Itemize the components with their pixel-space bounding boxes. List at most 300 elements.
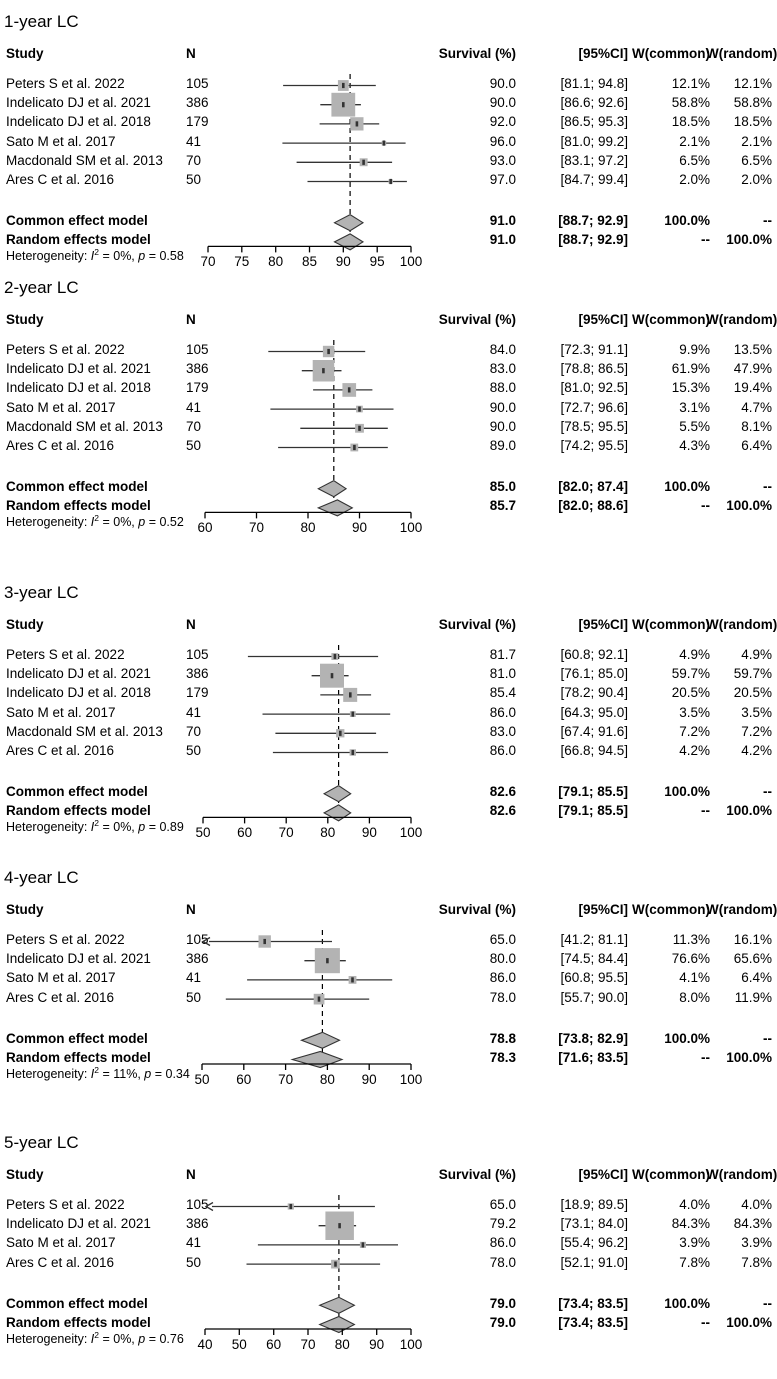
study-ci: [64.3; 95.0] — [560, 704, 628, 720]
study-survival: 86.0 — [489, 704, 516, 720]
x-axis — [202, 1064, 411, 1070]
random-wcommon: -- — [701, 803, 710, 819]
column-header-wcommon: W(common) — [632, 617, 710, 632]
common-wrandom: -- — [763, 479, 772, 495]
heterogeneity-text: Heterogeneity: $I^2 = 11\%$, p = 0.34 — [6, 1065, 190, 1082]
study-n: 179 — [186, 114, 209, 130]
random-survival: 78.3 — [489, 1050, 516, 1065]
axis-tick-label: 90 — [335, 254, 351, 270]
study-survival: 90.0 — [489, 399, 516, 415]
study-wrandom: 19.4% — [733, 380, 772, 396]
axis-tick-label: 100 — [399, 520, 423, 536]
study-wcommon: 4.1% — [679, 970, 710, 986]
point-estimate-marker — [331, 673, 334, 678]
study-ci-marker — [300, 424, 387, 433]
column-header-n: N — [186, 902, 196, 917]
study-survival: 88.0 — [489, 380, 516, 396]
study-name: Sato M et al. 2017 — [6, 133, 116, 149]
study-name: Sato M et al. 2017 — [6, 704, 116, 720]
forest-plot-area — [0, 856, 777, 1072]
study-n: 386 — [186, 1216, 209, 1232]
study-wrandom: 3.5% — [741, 704, 772, 720]
study-wrandom: 59.7% — [733, 666, 772, 682]
random-ci: [88.7; 92.9] — [558, 232, 628, 248]
study-ci-marker — [275, 729, 376, 737]
panel-2 — [0, 266, 777, 571]
study-ci: [78.5; 95.5] — [560, 418, 628, 434]
study-wrandom: 8.1% — [741, 418, 772, 434]
random-ci: [82.0; 88.6] — [558, 498, 628, 514]
study-ci-marker — [268, 346, 365, 357]
column-header-n: N — [186, 1167, 196, 1182]
common-survival: 79.0 — [489, 1295, 516, 1311]
study-ci-marker — [312, 664, 349, 688]
study-ci: [60.8; 95.5] — [560, 970, 628, 986]
study-ci: [81.0; 92.5] — [560, 380, 628, 396]
axis-tick-label: 80 — [320, 825, 336, 841]
study-wcommon: 58.8% — [671, 95, 710, 111]
column-header-wrandom: W(random) — [706, 46, 777, 61]
point-estimate-marker — [339, 731, 342, 736]
study-ci-marker — [247, 976, 392, 984]
study-survival: 96.0 — [489, 133, 516, 149]
study-wcommon: 84.3% — [671, 1216, 710, 1232]
study-survival: 65.0 — [489, 1197, 516, 1212]
panel-5 — [0, 1121, 777, 1379]
study-n: 386 — [186, 951, 209, 967]
random-effects-diamond — [320, 1317, 355, 1333]
ci-left-arrow-icon — [206, 1203, 213, 1211]
study-name: Peters S et al. 2022 — [6, 647, 125, 662]
common-effect-label: Common effect model — [6, 479, 148, 495]
point-estimate-marker — [326, 958, 329, 963]
study-n: 105 — [186, 76, 209, 91]
column-header-wrandom: W(random) — [706, 617, 777, 632]
point-estimate-marker — [352, 750, 355, 755]
common-survival: 78.8 — [489, 1030, 516, 1046]
forest-plot-area — [0, 0, 777, 254]
study-n: 50 — [186, 743, 202, 758]
study-survival: 90.0 — [489, 76, 516, 91]
common-wcommon: 100.0% — [664, 213, 710, 229]
column-header-n: N — [186, 617, 196, 632]
common-wcommon: 100.0% — [664, 784, 710, 800]
point-estimate-marker — [263, 939, 266, 944]
study-ci-marker — [319, 1212, 357, 1241]
study-n: 105 — [186, 932, 209, 947]
column-header-wcommon: W(common) — [632, 1167, 710, 1182]
study-wcommon: 2.1% — [679, 133, 710, 149]
common-wrandom: -- — [763, 213, 772, 229]
point-estimate-marker — [334, 1262, 337, 1267]
study-wcommon: 20.5% — [671, 685, 710, 701]
point-estimate-marker — [383, 140, 386, 145]
axis-tick-label: 100 — [399, 1072, 423, 1087]
study-wcommon: 4.3% — [679, 438, 710, 453]
common-survival: 82.6 — [489, 784, 516, 800]
study-ci-marker — [248, 653, 378, 660]
study-name: Indelicato DJ et al. 2021 — [6, 361, 151, 377]
common-effect-label: Common effect model — [6, 784, 148, 800]
study-ci-marker — [304, 948, 345, 973]
common-wrandom: -- — [763, 1030, 772, 1046]
study-wrandom: 6.4% — [741, 438, 772, 453]
study-n: 50 — [186, 1254, 202, 1270]
study-ci-marker — [320, 93, 361, 117]
column-header-ci: [95%CI] — [578, 312, 628, 327]
axis-tick-label: 50 — [194, 1072, 210, 1087]
study-ci: [18.9; 89.5] — [560, 1197, 628, 1212]
random-wrandom: 100.0% — [726, 1050, 772, 1065]
study-survival: 85.4 — [489, 685, 516, 701]
study-ci-marker — [302, 360, 342, 381]
study-wrandom: 16.1% — [733, 932, 772, 947]
study-ci: [78.8; 86.5] — [560, 361, 628, 377]
point-estimate-marker — [322, 368, 325, 373]
x-axis — [203, 817, 411, 823]
study-n: 50 — [186, 438, 202, 453]
study-ci: [76.1; 85.0] — [560, 666, 628, 682]
point-estimate-marker — [389, 179, 392, 184]
heterogeneity-text: Heterogeneity: $I^2 = 0\%$, p = 0.89 — [6, 818, 184, 835]
column-header-survival: Survival (%) — [438, 902, 516, 917]
column-header-study: Study — [6, 1167, 44, 1182]
study-n: 50 — [186, 989, 202, 1005]
study-wrandom: 18.5% — [733, 114, 772, 130]
study-ci: [78.2; 90.4] — [560, 685, 628, 701]
study-wrandom: 7.8% — [741, 1254, 772, 1270]
study-name: Indelicato DJ et al. 2018 — [6, 685, 151, 701]
study-ci: [81.1; 94.8] — [560, 76, 628, 91]
common-effect-diamond — [302, 1032, 340, 1048]
study-name: Indelicato DJ et al. 2021 — [6, 95, 151, 111]
study-wrandom: 11.9% — [734, 989, 772, 1005]
forest-plot-area — [0, 1121, 777, 1337]
axis-tick-label: 90 — [369, 1337, 385, 1352]
study-survival: 86.0 — [489, 970, 516, 986]
column-header-wrandom: W(random) — [706, 1167, 777, 1182]
random-ci: [79.1; 85.5] — [558, 803, 628, 819]
column-header-wcommon: W(common) — [632, 902, 710, 917]
study-wrandom: 84.3% — [733, 1216, 772, 1232]
random-effects-diamond — [292, 1052, 342, 1068]
panel-title: 1-year LC — [4, 12, 79, 31]
study-ci: [55.4; 96.2] — [560, 1235, 628, 1251]
study-wcommon: 12.1% — [671, 76, 710, 91]
study-survival: 97.0 — [489, 172, 516, 187]
common-wrandom: -- — [763, 1295, 772, 1311]
study-wcommon: 9.9% — [679, 342, 710, 357]
study-n: 41 — [186, 399, 202, 415]
point-estimate-marker — [334, 654, 337, 659]
study-name: Sato M et al. 2017 — [6, 1235, 116, 1251]
study-survival: 86.0 — [489, 743, 516, 758]
study-survival: 80.0 — [489, 951, 516, 967]
study-ci-marker — [206, 1203, 375, 1211]
common-effect-diamond — [318, 481, 346, 497]
common-effect-diamond — [324, 786, 351, 802]
study-wrandom: 4.0% — [741, 1197, 772, 1212]
study-ci-marker — [282, 140, 405, 145]
study-n: 179 — [186, 380, 209, 396]
random-effects-label: Random effects model — [6, 1315, 151, 1330]
study-wrandom: 6.5% — [741, 152, 772, 168]
column-header-ci: [95%CI] — [578, 1167, 628, 1182]
x-axis — [208, 246, 411, 252]
axis-tick-label: 80 — [334, 1337, 350, 1352]
study-wcommon: 5.5% — [679, 418, 710, 434]
study-ci: [86.5; 95.3] — [560, 114, 628, 130]
study-name: Ares C et al. 2016 — [6, 743, 115, 758]
study-ci: [84.7; 99.4] — [560, 172, 628, 187]
study-name: Macdonald SM et al. 2013 — [6, 418, 163, 434]
study-ci: [73.1; 84.0] — [560, 1216, 628, 1232]
study-wrandom: 2.1% — [741, 133, 772, 149]
x-axis — [205, 512, 411, 518]
column-header-n: N — [186, 312, 196, 327]
axis-tick-label: 70 — [278, 825, 294, 841]
study-ci-marker — [320, 117, 380, 130]
study-name: Indelicato DJ et al. 2021 — [6, 951, 151, 967]
study-n: 41 — [186, 133, 202, 149]
study-wcommon: 3.5% — [679, 704, 710, 720]
study-ci: [67.4; 91.6] — [560, 723, 628, 739]
study-ci: [74.5; 84.4] — [560, 951, 628, 967]
point-estimate-marker — [348, 387, 351, 392]
random-effects-diamond — [335, 234, 363, 250]
axis-tick-label: 90 — [361, 825, 377, 841]
point-estimate-marker — [342, 83, 345, 88]
random-wrandom: 100.0% — [726, 498, 772, 514]
forest-plot-area — [0, 266, 777, 520]
axis-tick-label: 60 — [237, 825, 253, 841]
common-ci: [73.4; 83.5] — [558, 1295, 628, 1311]
study-name: Indelicato DJ et al. 2021 — [6, 1216, 151, 1232]
point-estimate-marker — [342, 102, 345, 107]
study-n: 386 — [186, 361, 209, 377]
study-survival: 90.0 — [489, 418, 516, 434]
study-survival: 90.0 — [489, 95, 516, 111]
study-survival: 92.0 — [489, 114, 516, 130]
random-survival: 79.0 — [489, 1315, 516, 1330]
study-survival: 65.0 — [489, 932, 516, 947]
common-survival: 91.0 — [489, 213, 516, 229]
study-wcommon: 3.1% — [679, 399, 710, 415]
study-wrandom: 47.9% — [733, 361, 772, 377]
study-ci-marker — [270, 406, 393, 413]
study-name: Indelicato DJ et al. 2018 — [6, 380, 151, 396]
study-wcommon: 4.2% — [679, 743, 710, 758]
study-wrandom: 3.9% — [741, 1235, 772, 1251]
study-ci: [55.7; 90.0] — [560, 989, 628, 1005]
study-wcommon: 3.9% — [679, 1235, 710, 1251]
study-n: 70 — [186, 152, 202, 168]
common-effect-label: Common effect model — [6, 213, 148, 229]
point-estimate-marker — [358, 406, 361, 411]
study-wcommon: 18.5% — [671, 114, 710, 130]
point-estimate-marker — [349, 692, 352, 697]
study-name: Sato M et al. 2017 — [6, 399, 116, 415]
study-wrandom: 4.7% — [741, 399, 772, 415]
point-estimate-marker — [362, 1242, 365, 1247]
column-header-study: Study — [6, 46, 44, 61]
study-n: 179 — [186, 685, 209, 701]
axis-tick-label: 100 — [399, 254, 423, 270]
column-header-wcommon: W(common) — [632, 312, 710, 327]
axis-tick-label: 70 — [248, 520, 265, 536]
study-ci: [74.2; 95.5] — [560, 438, 628, 453]
point-estimate-marker — [351, 977, 354, 982]
random-survival: 91.0 — [489, 232, 516, 248]
study-wcommon: 15.3% — [671, 380, 710, 396]
random-wcommon: -- — [701, 498, 710, 514]
study-wrandom: 2.0% — [741, 172, 772, 187]
study-n: 70 — [186, 723, 202, 739]
random-effects-label: Random effects model — [6, 232, 151, 248]
study-name: Indelicato DJ et al. 2021 — [6, 666, 151, 682]
study-ci: [66.8; 94.5] — [560, 743, 628, 758]
panel-4 — [0, 856, 777, 1121]
study-ci-marker — [226, 994, 369, 1005]
random-survival: 85.7 — [489, 498, 516, 514]
study-name: Ares C et al. 2016 — [6, 1254, 115, 1270]
axis-tick-label: 70 — [278, 1072, 294, 1087]
column-header-study: Study — [6, 312, 44, 327]
common-ci: [73.8; 82.9] — [558, 1030, 628, 1046]
point-estimate-marker — [327, 349, 330, 354]
axis-tick-label: 75 — [234, 254, 250, 270]
study-survival: 84.0 — [489, 342, 516, 357]
study-name: Peters S et al. 2022 — [6, 76, 125, 91]
random-ci: [71.6; 83.5] — [558, 1050, 628, 1065]
axis-tick-label: 60 — [236, 1072, 252, 1087]
study-wrandom: 13.5% — [733, 342, 772, 357]
column-header-wrandom: W(random) — [706, 902, 777, 917]
study-n: 386 — [186, 666, 209, 682]
study-wrandom: 58.8% — [733, 95, 772, 111]
study-wrandom: 12.1% — [733, 76, 772, 91]
study-n: 386 — [186, 95, 209, 111]
heterogeneity-text: Heterogeneity: $I^2 = 0\%$, p = 0.58 — [6, 247, 184, 264]
random-wrandom: 100.0% — [726, 1315, 772, 1330]
study-wrandom: 6.4% — [741, 970, 772, 986]
common-wcommon: 100.0% — [664, 1030, 710, 1046]
study-name: Indelicato DJ et al. 2018 — [6, 114, 151, 130]
study-wcommon: 4.0% — [679, 1197, 710, 1212]
panel-title: 2-year LC — [4, 278, 79, 297]
axis-tick-label: 90 — [361, 1072, 377, 1087]
study-wcommon: 4.9% — [679, 647, 710, 662]
study-wcommon: 2.0% — [679, 172, 710, 187]
study-ci: [72.7; 96.6] — [560, 399, 628, 415]
axis-tick-label: 100 — [399, 825, 423, 841]
random-ci: [73.4; 83.5] — [558, 1315, 628, 1330]
study-name: Ares C et al. 2016 — [6, 989, 115, 1005]
common-effect-diamond — [320, 1297, 355, 1313]
study-ci-marker — [258, 1242, 398, 1248]
x-axis — [205, 1329, 411, 1335]
point-estimate-marker — [338, 1223, 341, 1228]
study-name: Ares C et al. 2016 — [6, 438, 115, 453]
point-estimate-marker — [356, 121, 359, 126]
axis-tick-label: 95 — [369, 254, 385, 270]
random-wrandom: 100.0% — [726, 232, 772, 248]
common-wcommon: 100.0% — [664, 479, 710, 495]
point-estimate-marker — [358, 426, 361, 431]
study-survival: 78.0 — [489, 989, 516, 1005]
study-ci-marker — [313, 383, 372, 397]
panel-title: 3-year LC — [4, 583, 79, 602]
study-ci-marker — [203, 935, 332, 947]
study-ci: [81.0; 99.2] — [560, 133, 628, 149]
study-name: Peters S et al. 2022 — [6, 342, 125, 357]
axis-tick-label: 50 — [195, 825, 211, 841]
column-header-ci: [95%CI] — [578, 617, 628, 632]
study-ci: [41.2; 81.1] — [560, 932, 628, 947]
point-estimate-marker — [353, 445, 356, 450]
study-survival: 93.0 — [489, 152, 516, 168]
common-effect-label: Common effect model — [6, 1295, 148, 1311]
point-estimate-marker — [362, 160, 365, 165]
axis-tick-label: 80 — [319, 1072, 335, 1087]
axis-tick-label: 60 — [197, 520, 213, 536]
study-survival: 89.0 — [489, 438, 516, 453]
axis-tick-label: 60 — [266, 1337, 282, 1352]
study-ci-marker — [247, 1260, 381, 1269]
study-n: 50 — [186, 172, 202, 187]
column-header-survival: Survival (%) — [438, 617, 516, 632]
study-n: 105 — [186, 647, 209, 662]
study-survival: 79.2 — [489, 1216, 516, 1232]
common-wcommon: 100.0% — [664, 1295, 710, 1311]
axis-tick-label: 40 — [197, 1337, 213, 1352]
study-name: Macdonald SM et al. 2013 — [6, 723, 163, 739]
study-ci: [83.1; 97.2] — [560, 152, 628, 168]
study-ci: [60.8; 92.1] — [560, 647, 628, 662]
point-estimate-marker — [318, 997, 321, 1002]
study-survival: 83.0 — [489, 361, 516, 377]
random-wrandom: 100.0% — [726, 803, 772, 819]
study-ci-marker — [278, 444, 388, 452]
study-wcommon: 7.2% — [679, 723, 710, 739]
study-ci-marker — [320, 688, 371, 702]
study-wcommon: 6.5% — [679, 152, 710, 168]
study-ci-marker — [263, 711, 391, 717]
study-wrandom: 4.9% — [741, 647, 772, 662]
point-estimate-marker — [290, 1204, 293, 1209]
study-n: 105 — [186, 1197, 209, 1212]
random-wcommon: -- — [701, 1050, 710, 1065]
study-name: Ares C et al. 2016 — [6, 172, 115, 187]
study-n: 105 — [186, 342, 209, 357]
random-effects-diamond — [318, 500, 352, 516]
study-name: Macdonald SM et al. 2013 — [6, 152, 163, 168]
random-effects-label: Random effects model — [6, 803, 151, 819]
axis-tick-label: 70 — [200, 254, 216, 270]
column-header-n: N — [186, 46, 196, 61]
study-wcommon: 8.0% — [679, 989, 710, 1005]
study-ci-marker — [283, 80, 376, 91]
axis-tick-label: 100 — [399, 1337, 423, 1352]
column-header-survival: Survival (%) — [438, 1167, 516, 1182]
axis-tick-label: 85 — [301, 254, 318, 270]
column-header-survival: Survival (%) — [438, 312, 516, 327]
study-ci-marker — [308, 179, 407, 184]
random-effects-label: Random effects model — [6, 498, 151, 514]
study-n: 70 — [186, 418, 202, 434]
panel-3 — [0, 571, 777, 856]
study-survival: 83.0 — [489, 723, 516, 739]
